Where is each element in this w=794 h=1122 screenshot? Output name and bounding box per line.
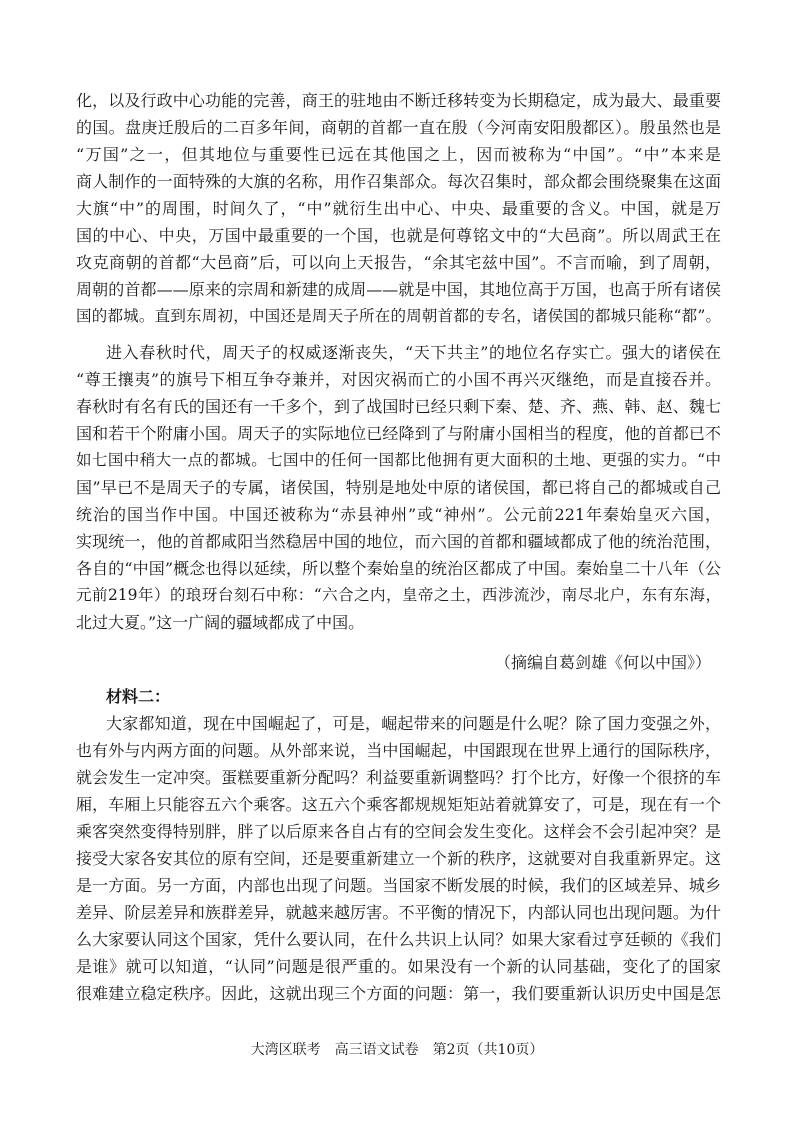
- text-line: 国的中心、中央，万国中最重要的一个国，也就是何尊铭文中的“大邑商”。所以周武王在: [76, 226, 721, 245]
- text-line: 元前219年）的琅玡台刻石中称：“六合之内，皇帝之土，西涉流沙，南尽北户，东有东海，: [76, 586, 721, 604]
- material-2-heading: 材料二：: [106, 687, 171, 706]
- text-line: 接受大家各安其位的原有空间，还是要重新建立一个新的秩序，这就要对自我重新界定。这: [76, 849, 721, 868]
- text-line: 大旗“中”的周围，时间久了，“中”就衍生出中心、中央、最重要的含义。中国，就是万: [76, 199, 721, 218]
- text-line: “万国”之一，但其地位与重要性已远在其他国之上，因而被称为“中国”。“中”本来是: [76, 145, 721, 164]
- text-line: 很难建立稳定秩序。因此，这就出现三个方面的问题：第一，我们要重新认识历史中国是怎: [76, 984, 721, 1003]
- text-line: 是一方面。另一方面，内部也出现了问题。当国家不断发展的时候，我们的区域差异、城乡: [76, 876, 721, 895]
- text-line: 商人制作的一面特殊的大旗的名称，用作召集部众。每次召集时，部众都会围绕聚集在这面: [76, 172, 721, 191]
- text-line: 周朝的首都——原来的宗周和新建的成周——就是中国，其地位高于万国，也高于所有诸侯: [76, 280, 721, 299]
- text-line: 么大家要认同这个国家，凭什么要认同，在什么共识上认同？如果大家看过亨廷顿的《我们: [76, 930, 721, 949]
- text-line: 化，以及行政中心功能的完善，商王的驻地由不断迁移转变为长期稳定，成为最大、最重要: [76, 91, 721, 110]
- text-line: 的国。盘庚迁殷后的二百多年间，商朝的首都一直在殷（今河南安阳殷都区）。殷虽然也是: [76, 118, 721, 137]
- source-citation: （摘编自葛剑雄《何以中国》）: [494, 653, 711, 672]
- text-line: “尊王攘夷”的旗号下相互争夺兼并，对因灾祸而亡的小国不再兴灭继绝，而是直接吞并。: [76, 370, 721, 389]
- text-line: 进入春秋时代，周天子的权威逐渐丧失，“天下共主”的地位名存实亡。强大的诸侯在: [106, 343, 721, 362]
- text-line: 国”早已不是周天子的专属，诸侯国，特别是地处中原的诸侯国，都已将自己的都城或自己: [76, 478, 721, 497]
- text-line: 就会发生一定冲突。蛋糕要重新分配吗？利益要重新调整吗？打个比方，好像一个很挤的车: [76, 768, 721, 787]
- page-footer: 大湾区联考 高三语文试卷 第2页（共10页）: [250, 1042, 544, 1058]
- text-line: 统治的国当作中国。中国还被称为“赤县神州”或“神州”。公元前221年秦始皇灭六国，: [76, 505, 721, 524]
- text-line: 是谁》就可以知道，“认同”问题是很严重的。如果没有一个新的认同基础，变化了的国家: [76, 957, 721, 976]
- text-line: 北过大夏。”这一广阔的疆域都成了中国。: [76, 613, 365, 632]
- text-line: 国和若干个附庸小国。周天子的实际地位已经降到了与附庸小国相当的程度，他的首都已不: [76, 424, 721, 443]
- text-line: 攻克商朝的首都“大邑商”后，可以向上天报告，“余其宅兹中国”。不言而喻，到了周朝，: [76, 253, 721, 272]
- text-line: 也有外与内两方面的问题。从外部来说，当中国崛起，中国跟现在世界上通行的国际秩序，: [76, 741, 721, 760]
- text-line: 厢，车厢上只能容五六个乘客。这五六个乘客都规规矩矩站着就算安了，可是，现在有一个: [76, 795, 721, 814]
- text-line: 春秋时有名有氏的国还有一千多个，到了战国时已经只剩下秦、楚、齐、燕、韩、赵、魏七: [76, 397, 721, 416]
- text-line: 乘客突然变得特别胖，胖了以后原来各自占有的空间会发生变化。这样会不会引起冲突？是: [76, 822, 721, 841]
- text-line: 大家都知道，现在中国崛起了，可是，崛起带来的问题是什么呢？除了国力变强之外，: [106, 714, 721, 733]
- text-line: 实现统一，他的首都咸阳当然稳居中国的地位，而六国的首都和疆域都成了他的统治范围，: [76, 532, 721, 551]
- text-line: 差异、阶层差异和族群差异，就越来越厉害。不平衡的情况下，内部认同也出现问题。为什: [76, 903, 721, 922]
- text-line: 如七国中稍大一点的都城。七国中的任何一国都比他拥有更大面积的土地、更强的实力。“中: [76, 451, 721, 469]
- text-line: 国的都城。直到东周初，中国还是周天子所在的周朝首都的专名，诸侯国的都城只能称“都”。: [76, 307, 721, 325]
- text-line: 各自的“中国”概念也得以延续，所以整个秦始皇的统治区都成了中国。秦始皇二十八年（公: [76, 559, 721, 578]
